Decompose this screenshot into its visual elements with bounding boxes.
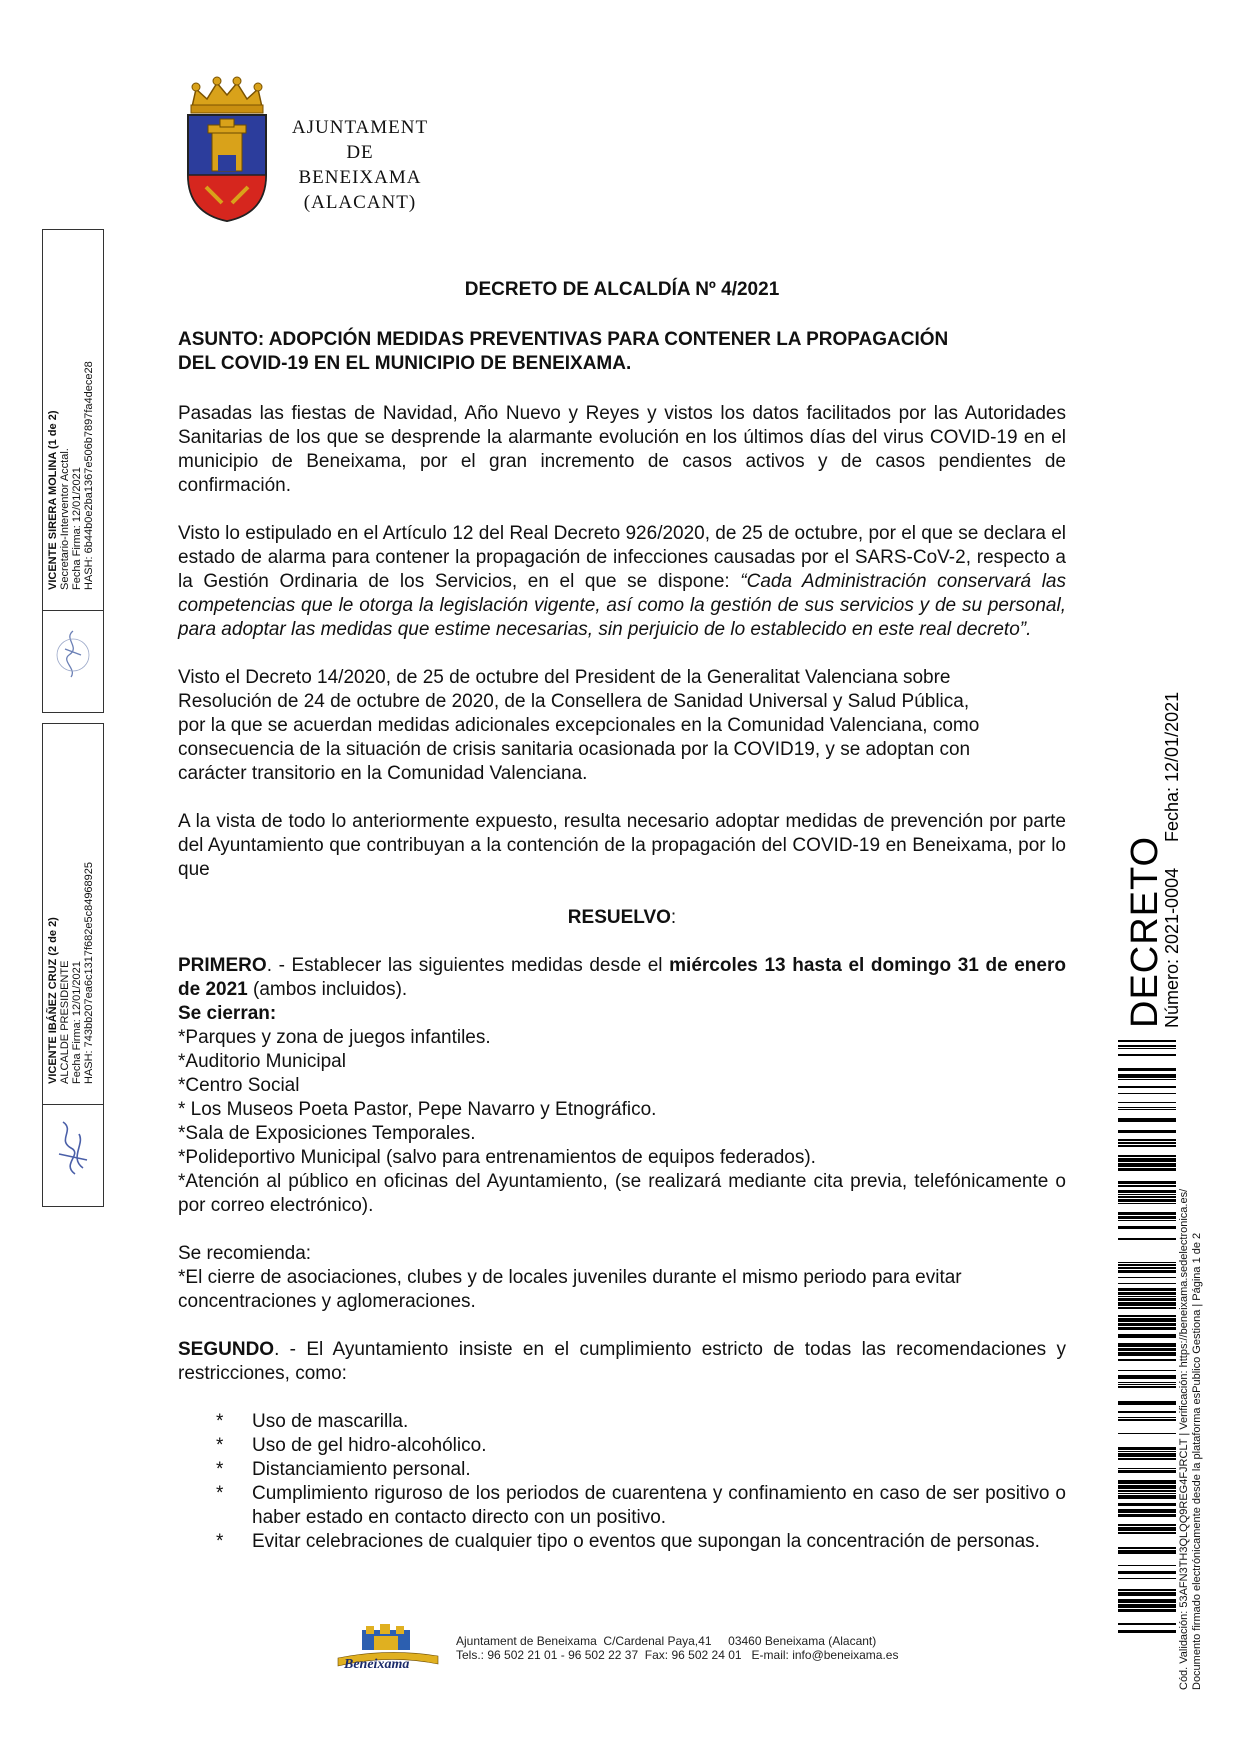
barcode-bar [1118,1493,1176,1494]
bullet-star: * [216,1435,224,1456]
barcode-bar [1118,1315,1176,1317]
paragraph-3-line: Resolución de 24 de octubre de 2020, de la Consellera de Sanidad Universal y Salud Pública, [178,691,970,712]
signature-1-info [47,361,95,590]
barcode-bar [1118,1334,1176,1338]
barcode-bar [1118,1623,1176,1625]
subject-line-1: ASUNTO: ADOPCIÓN MEDIDAS PREVENTIVAS PARA CONTENER LA PROPAGACIÓN [178,329,949,350]
decree-subject [178,328,1066,376]
barcode-bar [1118,1238,1176,1240]
barcode-bar [1118,1382,1176,1383]
barcode-bar [1118,1375,1176,1379]
barcode-bar [1118,1447,1176,1450]
measure-item [178,1530,1066,1554]
decree-title: DECRETO DE ALCALDÍA Nº 4/2021 [464,279,780,300]
signature-2-info [47,862,95,1084]
footer-phones: Tels.: 96 502 21 01 - 96 502 22 37 Fax: 96 502 24 01 E-mail: info@beneixama.es [456,1648,899,1662]
barcode-bar [1118,1296,1176,1297]
barcode-bar [1118,1417,1176,1418]
barcode-bar [1118,1352,1176,1356]
signer-1-name: VICENTE SIRERA MOLINA (1 de 2) [47,410,59,590]
measure-text: Uso de mascarilla. [252,1411,409,1432]
barcode-bar [1118,1216,1176,1219]
measure-text: Cumplimiento riguroso de los periodos de cuarentena y confinamiento en caso de ser positivo o haber estado en contacto directo con un positivo. [252,1483,1066,1528]
barcode-bar [1118,1130,1176,1133]
paragraph-3-line: carácter transitorio en la Comunidad Valenciana. [178,763,588,784]
footer-contact [456,1634,898,1662]
resuelvo-label: RESUELVO [567,907,671,928]
barcode-bar [1118,1495,1176,1499]
se-cierran-heading [178,1002,1066,1026]
barcode-bar [1118,1145,1176,1147]
barcode-bar [1118,1524,1176,1526]
bullet-star: * [216,1411,224,1432]
signer-1-role: Secretario-Interventor Acctal. [59,448,71,590]
barcode-bar [1118,1599,1176,1603]
validation-info [1178,1189,1204,1690]
closures-list [178,1026,1066,1218]
barcode-bar [1118,1514,1176,1517]
barcode-bar [1118,1532,1176,1534]
signer-2-hash: HASH: 743bb207ea6c1317f682e5c84968925 [83,861,95,1084]
segundo-label: SEGUNDO [178,1339,275,1360]
barcode-bar [1118,1079,1176,1080]
header-line-2: DE BENEIXAMA [298,142,422,188]
barcode-bar [1118,1609,1176,1612]
barcode-bar [1118,1318,1176,1322]
bullet-star: * [216,1531,224,1552]
barcode-bar [1118,1054,1176,1056]
barcode-bar [1118,1220,1176,1221]
decreto-stamp-word: DECRETO [1124,835,1166,1028]
barcode-bar [1118,1292,1176,1295]
barcode-bar [1118,1203,1176,1204]
barcode-bar [1118,1288,1176,1291]
barcode-bar [1118,1142,1176,1144]
coat-of-arms-logo [182,75,272,225]
closure-item: * Los Museos Poeta Pastor, Pepe Navarro y Etnográfico. [178,1099,657,1120]
barcode-bar [1118,1359,1176,1361]
barcode-bar [1118,1307,1176,1309]
recommendation-line-2: concentraciones y aglomeraciones. [178,1291,476,1312]
primero-paragraph [178,954,1066,1002]
paragraph-3-line: por la que se acuerdan medidas adicionales excepcionales en la Comunidad Valenciana, como [178,715,980,736]
decreto-date: Fecha: 12/01/2021 [1162,691,1182,842]
se-cierran-label: Se cierran: [178,1003,277,1024]
footer-logo [318,1624,440,1672]
barcode-bar [1118,1485,1176,1489]
bullet-star: * [216,1483,224,1504]
barcode-bar [1118,1068,1176,1071]
barcode-bar [1118,1155,1176,1157]
resuelvo-colon: : [670,907,677,928]
barcode-bar [1118,1509,1176,1513]
barcode-bar [1118,1384,1176,1385]
barcode-bar [1118,1547,1176,1549]
recommendation-line-1: *El cierre de asociaciones, clubes y de locales juveniles durante el mismo periodo para evitar [178,1267,962,1288]
barcode-bar [1118,1168,1176,1171]
signer-2-name: VICENTE IBÁÑEZ CRUZ (2 de 2) [47,917,59,1084]
signature-box-2 [42,723,104,1207]
barcode-bar [1118,1386,1176,1388]
barcode-bar [1118,1411,1176,1413]
signature-divider [43,1104,103,1105]
primero-text: . - Establecer las siguientes medidas desde el [266,955,670,976]
footer-address: Ajuntament de Beneixama C/Cardenal Paya,41 03460 Beneixama (Alacant) [456,1634,877,1648]
barcode-bar [1118,1470,1176,1473]
se-recomienda-heading: Se recomienda: [178,1243,312,1264]
barcode-bar [1118,1283,1176,1284]
barcode-bar [1118,1190,1176,1193]
barcode-bar [1118,1503,1176,1506]
barcode-bar [1118,1194,1176,1195]
signature-box-1 [42,229,104,713]
barcode-bar [1118,1592,1176,1596]
barcode-bar [1118,1118,1176,1122]
measure-item [178,1458,1066,1482]
barcode-bar [1118,1323,1176,1326]
barcode-bar [1118,1565,1176,1566]
barcode-bar [1118,1040,1176,1042]
barcode-bar [1118,1451,1176,1452]
barcode-bar [1118,1045,1176,1047]
barcode-bar [1118,1453,1176,1457]
validation-barcode [1118,1040,1176,1635]
barcode-bar [1118,1048,1176,1049]
paragraph-1: Pasadas las fiestas de Navidad, Año Nuevo y Reyes y vistos los datos facilitados por las Autoridades Sanitarias de los que se desprende la alarmante evolución en los últimos días del virus COVID-19 en el municipio de Beneixama, por el gran incremento de casos activos y de casos pendientes de confirmación. [178,403,1066,496]
barcode-bar [1118,1267,1176,1269]
barcode-bar [1118,1480,1176,1484]
header-line-3: (ALACANT) [303,192,417,213]
barcode-bar [1118,1270,1176,1273]
barcode-bar [1118,1185,1176,1187]
barcode-bar [1118,1226,1176,1229]
barcode-bar [1118,1419,1176,1421]
barcode-bar [1118,1139,1176,1141]
header-line-1: AJUNTAMENT [291,117,429,138]
barcode-bar [1118,1277,1176,1278]
measures-list [178,1410,1066,1554]
subject-line-2: DEL COVID-19 EN EL MUNICIPIO DE BENEIXAMA. [178,353,632,374]
barcode-bar [1118,1302,1176,1306]
paragraph-4: A la vista de todo lo anteriormente expuesto, resulta necesario adoptar medidas de prevención por parte del Ayuntamiento que contribuyan a la contención de la propagación del COVID-19 en Beneixama, por lo que [178,811,1066,880]
municipality-name [290,115,430,215]
measure-text: Evitar celebraciones de cualquier tipo o eventos que supongan la concentración de personas. [252,1531,1040,1552]
barcode-bar [1118,1158,1176,1162]
signer-1-date: Fecha Firma: 12/01/2021 [71,467,83,590]
barcode-bar [1118,1093,1176,1094]
validation-code: Cód. Validación: 53AFN3TH3QLQQ9REG4FJRCLT | Verificación: https://beneixama.sedelectronica.es/ [1178,1188,1190,1690]
closure-item: *Sala de Exposiciones Temporales. [178,1123,476,1144]
measure-item [178,1410,1066,1434]
barcode-bar [1118,1433,1176,1434]
barcode-bar [1118,1370,1176,1371]
bullet-star: * [216,1459,224,1480]
closure-item: *Centro Social [178,1075,300,1096]
closure-item: *Parques y zona de juegos infantiles. [178,1027,491,1048]
closure-item: *Polideportivo Municipal (salvo para entrenamientos de equipos federados). [178,1147,816,1168]
measure-text: Distanciamiento personal. [252,1459,471,1480]
barcode-bar [1118,1102,1176,1103]
measure-item [178,1434,1066,1458]
barcode-bar [1118,1630,1176,1633]
signer-2-date: Fecha Firma: 12/01/2021 [71,961,83,1084]
barcode-bar [1118,1196,1176,1198]
footer-logo-text: Beneixama [344,1657,410,1672]
barcode-bar [1118,1490,1176,1492]
paragraph-2-text: Visto lo estipulado en el Artículo 12 del Real Decreto 926/2020, de 25 de octubre, por el que se declara el estado de alarma para contener la propagación de infecciones causadas por el SARS-CoV-2, respecto a la Gestión Ordinaria de los Servicios, en el que se dispone: [178,523,1066,592]
paragraph-2 [178,522,1066,642]
barcode-bar [1118,1458,1176,1460]
barcode-bar [1118,1468,1176,1469]
resuelvo-heading [178,906,1066,930]
barcode-bar [1118,1578,1176,1579]
paragraph-3-line: consecuencia de la situación de crisis sanitaria ocasionada por la COVID19, y se adoptan con [178,739,971,760]
validation-platform: Documento firmado electrónicamente desde la plataforma esPublico Gestiona | Página 1 de 2 [1191,1232,1203,1690]
recommendation-paragraph [178,1266,1066,1314]
closure-item: *Auditorio Municipal [178,1051,346,1072]
measure-text: Uso de gel hidro-alcohólico. [252,1435,487,1456]
barcode-bar [1118,1527,1176,1531]
paragraph-3 [178,666,1066,786]
paragraph-3-line: Visto el Decreto 14/2020, de 25 de octubre del President de la Generalitat Valenciana sobre [178,667,951,688]
barcode-bar [1118,1589,1176,1591]
barcode-bar [1118,1074,1176,1078]
signature-divider [43,610,103,611]
barcode-bar [1118,1181,1176,1184]
barcode-bar [1118,1550,1176,1554]
barcode-bar [1118,1343,1176,1347]
barcode-bar [1118,1298,1176,1301]
primero-text-end: (ambos incluidos). [247,979,408,1000]
barcode-bar [1118,1086,1176,1088]
paragraph-2-quote: “Cada Administración conservará las competencias que le otorga la legislación vigente, así como la gestión de sus servicios y de su personal, para adoptar las medidas que estime necesarias, sin perjuicio de lo establecido en este real decreto”. [178,571,1066,640]
barcode-bar [1118,1163,1176,1167]
barcode-bar [1118,1348,1176,1351]
primero-dates: miércoles 13 hasta el domingo 31 de enero de 2021 [178,955,1066,1000]
segundo-paragraph [178,1338,1066,1386]
barcode-bar [1118,1571,1176,1574]
signature-1-handwriting [51,625,95,685]
barcode-bar [1118,1212,1176,1215]
barcode-bar [1118,1199,1176,1202]
barcode-bar [1118,1401,1176,1405]
measure-item [178,1482,1066,1530]
primero-label: PRIMERO [178,955,267,976]
barcode-bar [1118,1327,1176,1330]
decreto-number: Número: 2021-0004 [1162,867,1182,1028]
signer-1-hash: HASH: 6b44b0e2ba1367e506b7897fa4dece28 [83,361,95,590]
barcode-bar [1118,1264,1176,1266]
barcode-bar [1118,1107,1176,1108]
barcode-bar [1118,1262,1176,1263]
barcode-bar [1118,1604,1176,1608]
barcode-bar [1118,1109,1176,1110]
signature-2-handwriting [49,1114,97,1194]
signer-2-role: ALCALDE PRESIDENTE [59,960,71,1084]
segundo-text: . - El Ayuntamiento insiste en el cumplimiento estricto de todas las recomendaciones y restricciones, como: [178,1339,1066,1384]
closure-item: *Atención al público en oficinas del Ayuntamiento, (se realizará mediante cita previa, telefónicamente o por correo electrónico). [178,1171,1066,1216]
decree-body [178,278,1066,1554]
